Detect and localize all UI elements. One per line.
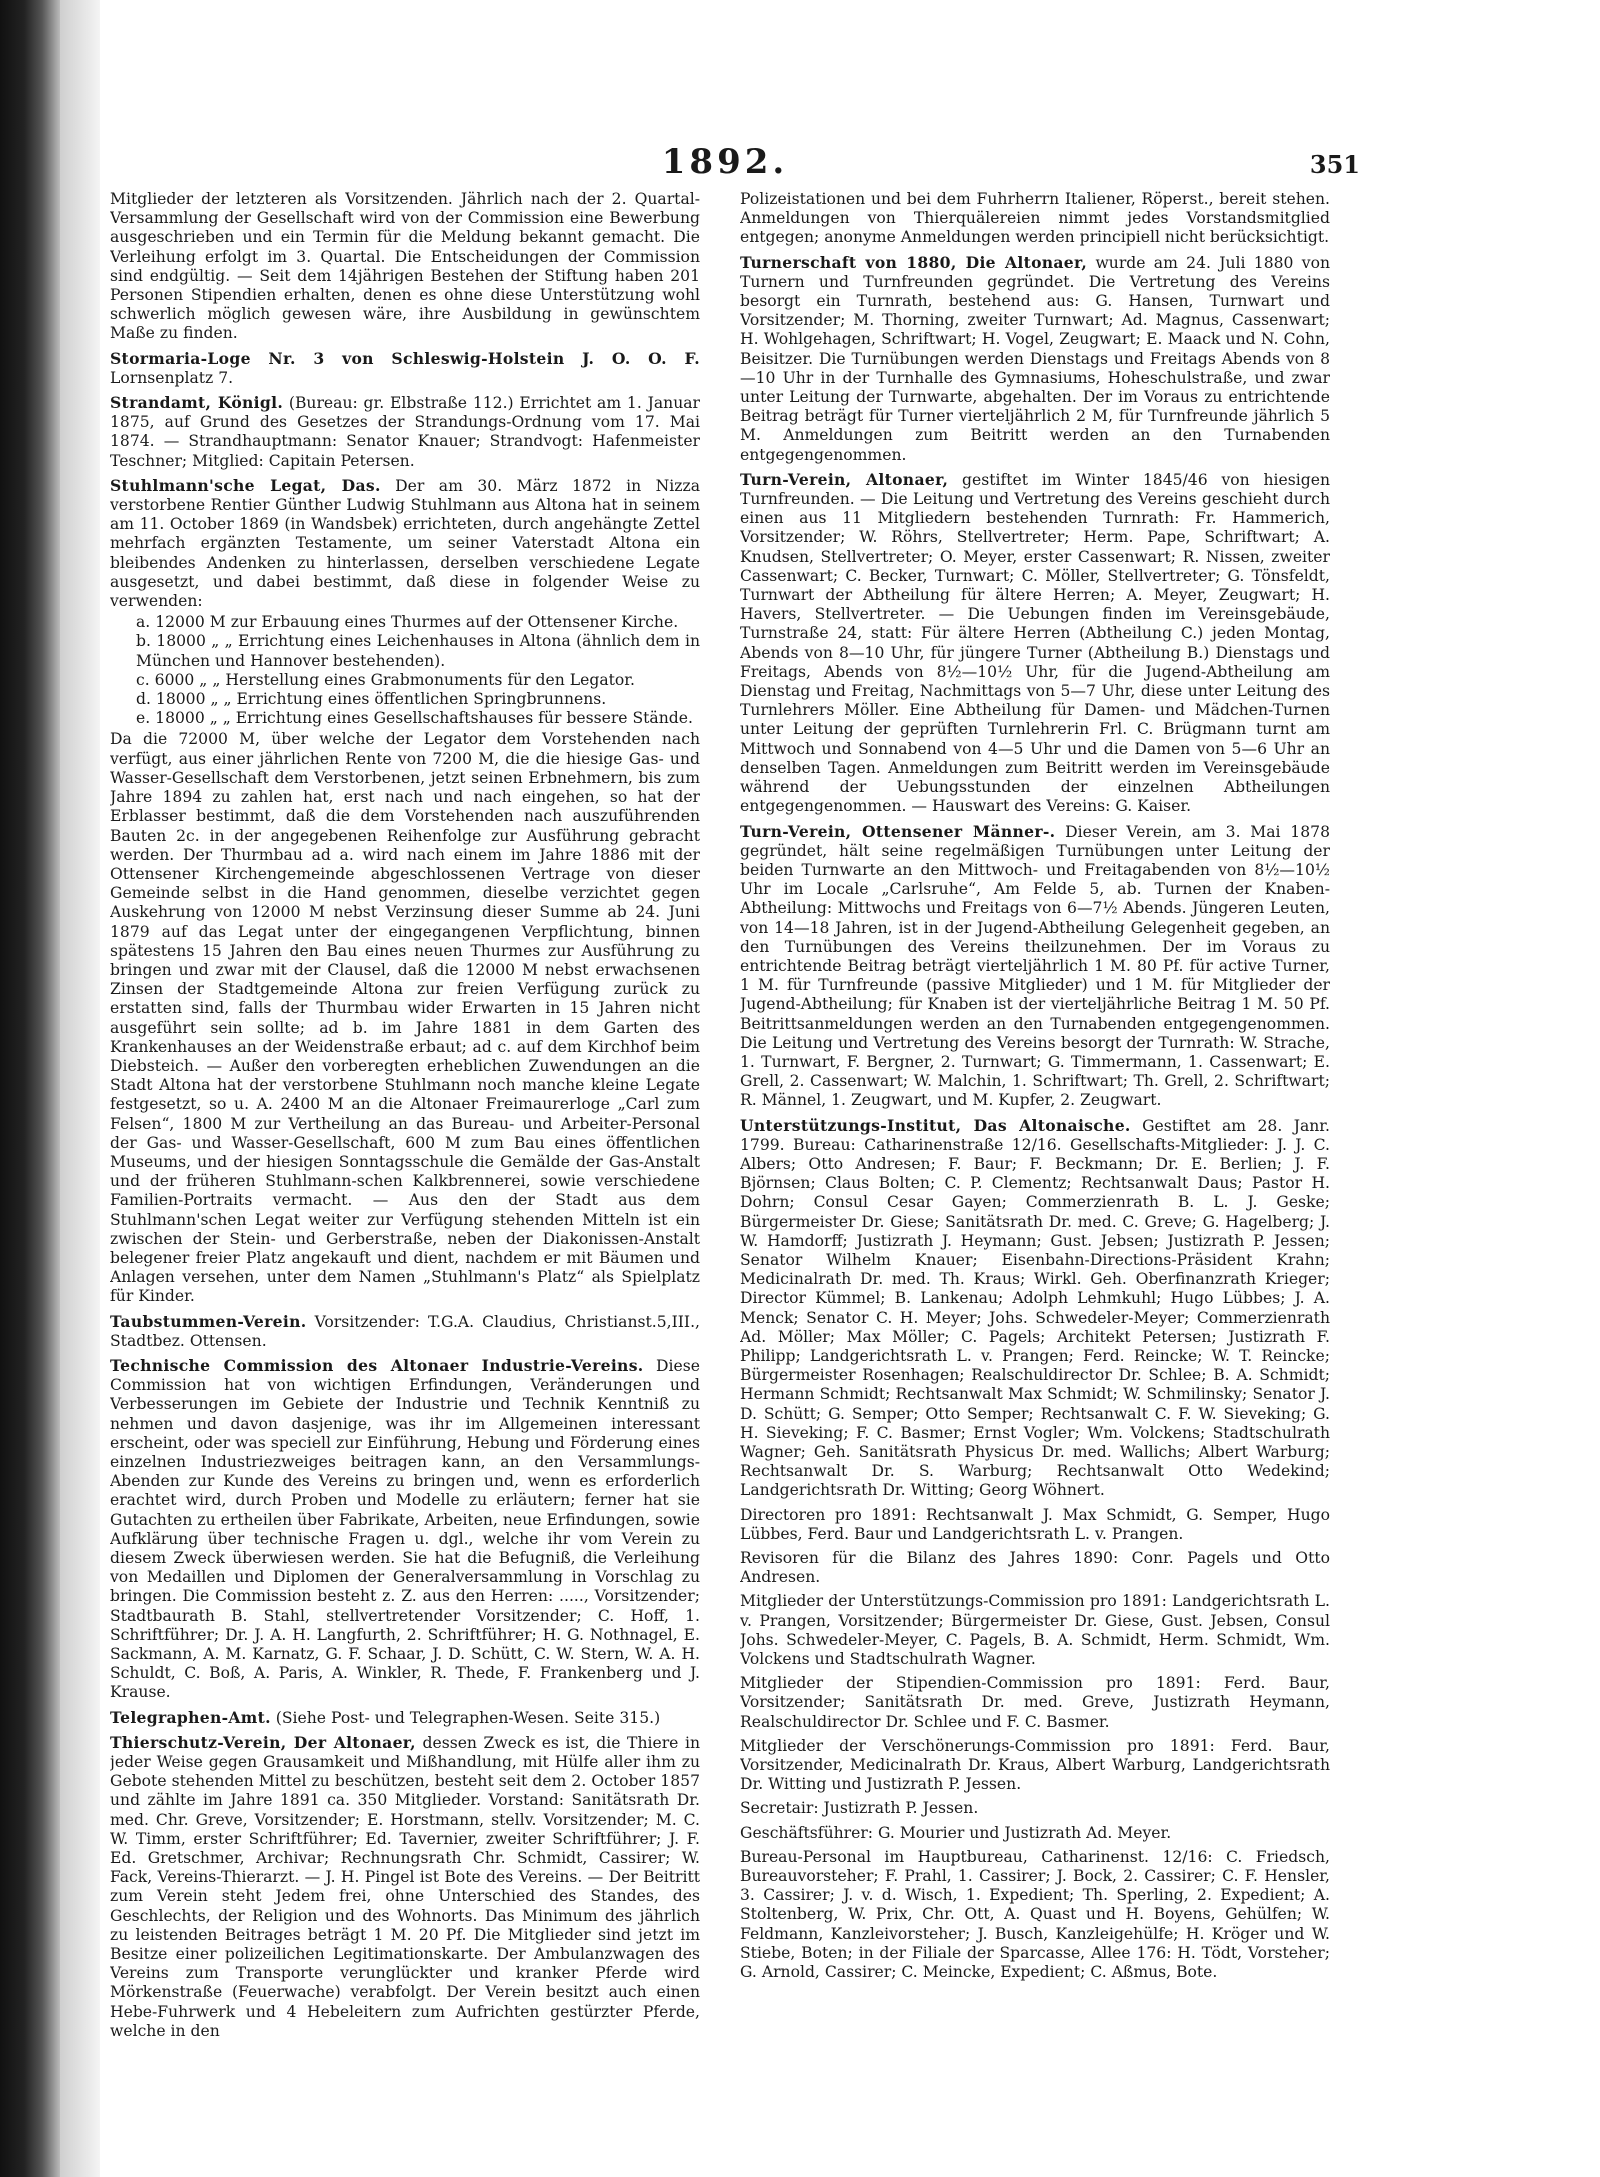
entry-heading: Turn-Verein, Altonaer, bbox=[740, 469, 949, 489]
entry-heading: Unterstützungs-Institut, Das Altonaische. bbox=[740, 1115, 1131, 1135]
entry-text: Mitglieder der Unterstützungs-Commission pro 1891: Landgerichtsrath L. v. Prangen, Vorsitzender; Bürgermeister Dr. Giese, Gust. Jebsen, Consul Johs. Schwedeler-Meyer, C. Pagels, B. A. Schmidt, Herm. Schmidt, Wm. Volckens und Stadtschulrath Wagner. bbox=[740, 1592, 1330, 1669]
entry-text: Revisoren für die Bilanz des Jahres 1890: Conr. Pagels und Otto Andresen. bbox=[740, 1549, 1330, 1587]
entry-text: wurde am 24. Juli 1880 von Turnern und Turnfreunden gegründet. Die Vertretung des Vereins besorgt ein Turnrath, bestehend aus: G. Hansen, Turnwart und Vorsitzender; M. Thorning, zweiter Turnwart; Ad. Magnus, Cassenwart; H. Wohlgehagen, Schriftwart; H. Vogel, Zeugwart; E. Maack und N. Cohn, Beisitzer. Die Turnübungen werden Dienstags und Freitags Abends von 8—10 Uhr in der Turnhalle des Gymnasiums, Hoheschulstraße, und zwar unter Leitung der Turnwarte, abgehalten. Der im Voraus zu entrichtende Beitrag beträgt für Turner vierteljährlich 2 M, für Turnfreunde jährlich 5 M. Anmeldungen zum Beitritt werden an den Turnabenden entgegengenommen. bbox=[740, 253, 1330, 464]
legate-item: b. 18000 „ „ Errichtung eines Leichenhauses in Altona (ähnlich dem in München und Hannover bestehenden). bbox=[136, 632, 700, 670]
entry-heading: Telegraphen-Amt. bbox=[110, 1707, 271, 1727]
entry-text: (Bureau: gr. Elbstraße 112.) Errichtet am 1. Januar 1875, auf Grund des Gesetzes der Strandungs-Ordnung vom 17. Mai 1874. — Strandhauptmann: Senator Knauer; Strandvogt: Hafenmeister Teschner; Mitglied: Capitain Petersen. bbox=[110, 394, 700, 470]
text-entry bbox=[740, 1506, 1330, 1544]
entry-text: Der am 30. März 1872 in Nizza verstorbene Rentier Günther Ludwig Stuhlmann aus Altona hat in seinem am 11. October 1869 (in Wandsbek) errichteten, durch angehängte Zettel mehrfach ergänzten Testamente, um seiner Vaterstadt Altona ein bleibendes Andenken zu hinterlassen, derselben verschiedene Legate ausgesetzt, und dabei bestimmt, daß diese in folgender Weise zu verwenden: bbox=[110, 476, 700, 611]
text-entry bbox=[740, 1737, 1330, 1795]
text-entry bbox=[740, 1674, 1330, 1732]
page-header bbox=[110, 142, 1360, 190]
legate-item: d. 18000 „ „ Errichtung eines öffentlichen Springbrunnens. bbox=[136, 690, 607, 709]
text-entry bbox=[110, 1312, 700, 1351]
entry-heading: Turn-Verein, Ottensener Männer-. bbox=[740, 821, 1056, 841]
entry-heading: Thierschutz-Verein, Der Altonaer, bbox=[110, 1732, 416, 1752]
entry-text: Geschäftsführer: G. Mourier und Justizrath Ad. Meyer. bbox=[740, 1823, 1172, 1842]
book-binding-shadow bbox=[0, 0, 60, 2177]
text-entry bbox=[740, 470, 1330, 817]
book-page bbox=[110, 142, 1360, 2110]
text-entry bbox=[740, 190, 1330, 248]
entry-text: Da die 72000 M, über welche der Legator dem Vorstehenden nach verfügt, aus einer jährlichen Rente von 7200 M, die die hiesige Gas- und Wasser-Gesellschaft dem Verstorbenen, jetzt seinen Erbnehmern, bis zum Jahre 1894 zu zahlen hat, erst nach und nach eingehen, so hat der Erblasser bestimmt, daß die dem Vorstehenden nach auszuführenden Bauten 2c. in der angegebenen Reihenfolge zur Ausführung gebracht werden. Der Thurmbau ad a. wird nach einem im Jahre 1886 mit der Ottensener Kirchengemeinde abgeschlossenen Vertrage von dieser Gemeinde selbst in die Hand genommen, dieselbe verzichtet gegen Auskehrung von 12000 M nebst Verzinsung dieser Summe ab 24. Juni 1879 auf das Legat unter der eingegangenen Verpflichtung, binnen spätestens 15 Jahren den Bau eines neuen Thurmes zur Ausführung zu bringen und zwar mit der Clausel, daß die 12000 M nebst erwachsenen Zinsen der Stadtgemeinde Altona zur freien Verfügung zurück zu erstatten sind, falls der Thurmbau wider Erwarten in 15 Jahren nicht ausgeführt sein sollte; ad b. im Jahre 1881 in dem Garten des Krankenhauses an der Weidenstraße erbaut; ad c. auf dem Kirchhof beim Diebsteich. — Außer den vorberegten erheblichen Zuwendungen an die Stadt Altona hat der verstorbene Stuhlmann noch manche kleine Legate festgesetzt, so u. A. 2400 M an die Altonaer Freimaurerloge „Carl zum Felsen“, 1800 M zur Vertheilung an das Bureau- und Arbeiter-Personal der Gas- und Wasser-Gesellschaft, 600 M zum Bau eines öffentlichen Museums, und der hiesigen Sonntagsschule die Gemälde der Gas-Anstalt und der früheren Stuhlmann-schen Kalkbrennerei, sowie verschiedene Familien-Portraits vermacht. — Aus den der Stadt aus dem Stuhlmann'schen Legat weiter zur Verfügung stehenden Mitteln ist ein zwischen der Stein- und Gerberstraße, neben der Diakonissen-Anstalt belegener freier Platz angekauft und dient, nachdem er mit Bäumen und Anlagen versehen, unter dem Namen „Stuhlmann's Platz“ als Spielplatz für Kinder. bbox=[110, 730, 700, 1306]
entry-heading: Stormaria-Loge Nr. 3 von Schleswig-Holstein J. O. O. F. bbox=[110, 348, 700, 368]
text-entry bbox=[110, 393, 700, 471]
text-entry bbox=[740, 1848, 1330, 1982]
left-column bbox=[110, 190, 700, 2120]
text-entry bbox=[110, 476, 700, 611]
text-entry bbox=[740, 1799, 1330, 1818]
text-entry bbox=[110, 1356, 700, 1703]
page-year-heading: 1892. bbox=[661, 142, 789, 182]
entry-heading: Technische Commission des Altonaer Industrie-Vereins. bbox=[110, 1355, 644, 1375]
entry-text: Bureau-Personal im Hauptbureau, Catharinenst. 12/16: C. Friedsch, Bureauvorsteher; F. Prahl, 1. Cassirer; J. Bock, 2. Cassirer; C. F. Hensler, 3. Cassirer; J. v. d. Wisch, 1. Expedient; Th. Sperling, 2. Expedient; A. Stoltenberg, W. Prix, Chr. Ott, A. Quast und H. Boyens, Gehülfen; W. Feldmann, Kanzleivorsteher; J. Busch, Kanzleigehülfe; H. Kröger und W. Stiebe, Boten; in der Filiale der Sparcasse, Allee 176: H. Tödt, Vorsteher; G. Arnold, Cassirer; C. Meincke, Expedient; C. Aßmus, Bote. bbox=[740, 1847, 1330, 1982]
text-entry bbox=[110, 1733, 700, 2041]
text-entry bbox=[740, 822, 1330, 1111]
text-entry bbox=[740, 1592, 1330, 1669]
entry-text: Mitglieder der Verschönerungs-Commission pro 1891: Ferd. Baur, Vorsitzender, Medicinalrath Dr. Kraus, Albert Warburg, Landgerichtsrath Dr. Witting und Justizrath P. Jessen. bbox=[740, 1736, 1330, 1794]
entry-heading: Stuhlmann'sche Legat, Das. bbox=[110, 475, 381, 495]
entry-text: dessen Zweck es ist, die Thiere in jeder Weise gegen Grausamkeit und Mißhandlung, mit Hülfe aller ihm zu Gebote stehenden Mittel zu beschützen, besteht seit dem 2. October 1857 und zählte im Jahre 1891 ca. 350 Mitglieder. Vorstand: Sanitätsrath Dr. med. Chr. Greve, Vorsitzender; E. Horstmann, stellv. Vorsitzender; M. C. W. Timm, erster Schriftführer; Ed. Tavernier, zweiter Schriftführer; J. F. Ed. Gretschmer, Archivar; Rechnungsrath Chr. Schmidt, Cassirer; W. Fack, Vereins-Thierarzt. — J. H. Pingel ist Bote des Vereins. — Der Beitritt zum Verein steht Jedem frei, ohne Unterschied des Standes, des Geschlechts, der Religion und des Wohnorts. Das Minimum des jährlich zu leistenden Beitrages beträgt 1 M. 20 Pf. Die Mitglieder sind jetzt im Besitze einer polizeilichen Legitimationskarte. Der Ambulanzwagen des Vereins zum Transporte verunglückter und kranker Pferde wird Mörkenstraße (Feuerwache) verabfolgt. Der Verein besitzt auch einen Hebe-Fuhrwerk und 4 Hebeleitern zum Aufrichten gestürzter Pferde, welche in den bbox=[110, 1733, 700, 2040]
legate-item: c. 6000 „ „ Herstellung eines Grabmonuments für den Legator. bbox=[136, 670, 635, 689]
text-entry bbox=[110, 190, 700, 344]
page-number: 351 bbox=[1309, 150, 1360, 179]
entry-text: Mitglieder der Stipendien-Commission pro 1891: Ferd. Baur, Vorsitzender; Sanitätsrath Dr. med. Greve, Justizrath Heymann, Realschuldirector Dr. Schlee und F. C. Basmer. bbox=[740, 1674, 1330, 1731]
entry-text: Dieser Verein, am 3. Mai 1878 gegründet, hält seine regelmäßigen Turnübungen unter Leitung der beiden Turnwarte an den Mittwoch- und Freitagabenden von 8½—10½ Uhr im Locale „Carlsruhe“, Am Felde 5, ab. Turnen der Knaben-Abtheilung: Mittwochs und Freitags von 6—7½ Abends. Jüngeren Leuten, von 14—18 Jahren, ist in der Jugend-Abtheilung Gelegenheit gegeben, an den Turnübungen des Vereins theilzunehmen. Der im Voraus zu entrichtende Beitrag beträgt vierteljährlich 1 M. 80 Pf. für active Turner, 1 M. für Turnfreunde (passive Mitglieder) und 1 M. für Mitglieder der Jugend-Abtheilung; für Knaben ist der vierteljährliche Beitrag 1 M. 50 Pf. Beitrittsanmeldungen werden an den Turnabenden entgegengenommen. Die Leitung und Vertretung des Vereins besorgt der Turnrath: W. Strache, 1. Turnwart, F. Bergner, 2. Turnwart; G. Timmermann, 1. Cassenwart; E. Grell, 2. Cassenwart; W. Malchin, 1. Schriftwart; Th. Grell, 2. Schriftwart; R. Männel, 1. Zeugwart, und M. Kupfer, 2. Zeugwart. bbox=[740, 822, 1330, 1110]
text-entry bbox=[740, 253, 1330, 465]
entry-heading: Turnerschaft von 1880, Die Altonaer, bbox=[740, 252, 1088, 272]
entry-text: Lornsenplatz 7. bbox=[110, 368, 234, 387]
entry-text: Gestiftet am 28. Janr. 1799. Bureau: Catharinenstraße 12/16. Gesellschafts-Mitglieder: J. J. C. Albers; Otto Andresen; F. Baur; F. Beckmann; Dr. E. Berlien; J. F. Björnsen; Claus Bolten; C. P. Clementz; Rechtsanwalt Daus; Pastor H. Dohrn; Consul Cesar Gayen; Commerzienrath B. L. J. Geske; Bürgermeister Dr. Giese; Sanitätsrath Dr. med. C. Greve; G. Hagelberg; J. W. Hamdorff; Justizrath J. Heymann; Gust. Jebsen; Justizrath P. Jessen; Senator Wilhelm Knauer; Eisenbahn-Directions-Präsident Krahn; Medicinalrath Dr. med. Th. Kraus; Wirkl. Geh. Oberfinanzrath Krieger; Director Kümmel; B. Lankenau; Adolph Lehmkuhl; Hugo Lübbes; J. A. Menck; Senator C. H. Meyer; Johs. Schwedeler-Meyer; Commerzienrath Ad. Möller; Max Möller; C. Pagels; Architekt Petersen; Justizrath F. Philipp; Landgerichtsrath L. v. Prangen; Ferd. Reincke; W. T. Reincke; Bürgermeister Rosenhagen; Realschuldirector Dr. Schlee; B. A. Schmidt; Hermann Schmidt; Rechtsanwalt Max Schmidt; W. Schmilinsky; Senator J. D. Schütt; G. Semper; Otto Semper; Rechtsanwalt C. F. W. Sieveking; G. H. Sieveking; F. C. Basmer; Ernst Vogler; Wm. Volckens; Stadtschulrath Wagner; Geh. Sanitätsrath Physicus Dr. med. Wallichs; Albert Warburg; Rechtsanwalt Dr. S. Warburg; Rechtsanwalt Otto Wedekind; Landgerichtsrath Dr. Witting; Georg Wöhnert. bbox=[740, 1116, 1330, 1500]
entry-heading: Taubstummen-Verein. bbox=[110, 1311, 307, 1331]
legate-list bbox=[136, 613, 700, 728]
entry-text: Diese Commission hat von wichtigen Erfindungen, Veränderungen und Verbesserungen im Gebiete der Industrie und Technik Kenntniß zu nehmen und davon dasjenige, was ihr im Allgemeinen interessant erscheint, oder was speciell zur Einführung, Hebung und Förderung eines einzelnen Industriezweiges beitragen kann, an den Versammlungs-Abenden zur Kunde des Vereins zu bringen und, wenn es erforderlich erachtet wird, durch Proben und Modelle zu erläutern; ferner hat sie Gutachten zu ertheilen über Fabrikate, Arbeiten, neue Erfindungen, sowie Aufklärung über technische Fragen u. dgl., welche ihr vom Verein zu diesem Zweck überwiesen werden. Sie hat die Befugniß, die Verleihung von Medaillen und Diplomen der Generalversammlung in Vorschlag zu bringen. Die Commission besteht z. Z. aus den Herren: ....., Vorsitzender; Stadtbaurath B. Stahl, stellvertretender Vorsitzender; C. Hoff, 1. Schriftführer; Dr. J. A. H. Langfurth, 2. Schriftführer; H. G. Nothnagel, E. Sackmann, A. M. Karnatz, G. F. Schaar, J. D. Schütt, C. W. Stern, W. A. H. Schuldt, C. Boß, A. Paris, A. Winkler, R. Thede, F. Frankenberg und J. Krause. bbox=[110, 1356, 700, 1702]
right-column bbox=[740, 190, 1330, 2120]
text-entry bbox=[110, 1708, 700, 1728]
entry-text: Secretair: Justizrath P. Jessen. bbox=[740, 1799, 979, 1818]
entry-text: Directoren pro 1891: Rechtsanwalt J. Max Schmidt, G. Semper, Hugo Lübbes, Ferd. Baur und Landgerichtsrath L. v. Prangen. bbox=[740, 1505, 1330, 1543]
entry-heading: Strandamt, Königl. bbox=[110, 393, 284, 413]
text-entry bbox=[740, 1824, 1330, 1843]
text-entry bbox=[740, 1549, 1330, 1587]
entry-text: Mitglieder der letzteren als Vorsitzenden. Jährlich nach der 2. Quartal-Versammlung der Gesellschaft wird von der Commission eine Bewerbung ausgeschrieben und ein Termin für die Meldung bekannt gemacht. Die Verleihung erfolgt im 3. Quartal. Die Entscheidungen der Commission sind endgültig. — Seit dem 14jährigen Bestehen der Stiftung haben 201 Personen Stipendien erhalten, denen es ohne diese Unterstützung wohl schwerlich möglich gewesen wäre, ihre Ausbildung in gewünschtem Maße zu finden. bbox=[110, 190, 700, 343]
legate-item: e. 18000 „ „ Errichtung eines Gesellschaftshauses für bessere Stände. bbox=[136, 709, 693, 728]
entry-text: (Siehe Post- und Telegraphen-Wesen. Seite 315.) bbox=[275, 1708, 661, 1727]
entry-text: Polizeistationen und bei dem Fuhrherrn Italiener, Röperst., bereit stehen. Anmeldungen von Thierquälereien nimmt jedes Vorstandsmitglied entgegen; anonyme Anmeldungen werden principiell nicht berücksichtigt. bbox=[740, 190, 1330, 247]
page-gutter bbox=[60, 0, 100, 2177]
text-entry bbox=[110, 349, 700, 388]
text-entry bbox=[110, 730, 700, 1306]
entry-text: Vorsitzender: T.G.A. Claudius, Christianst.5,III., Stadtbez. Ottensen. bbox=[110, 1312, 700, 1350]
text-entry bbox=[740, 1116, 1330, 1501]
entry-text: gestiftet im Winter 1845/46 von hiesigen Turnfreunden. — Die Leitung und Vertretung des Vereins geschieht durch einen aus 11 Mitgliedern bestehenden Turnrath: Fr. Hammerich, Vorsitzender; W. Röhrs, Stellvertreter; Herm. Pape, Schriftwart; A. Knudsen, Stellvertreter; O. Meyer, erster Cassenwart; R. Nissen, zweiter Cassenwart; C. Becker, Turnwart; C. Möller, Stellvertreter; G. Tönsfeldt, Turnwart der Abtheilung für ältere Herren; A. Meyer, Zeugwart; H. Havers, Stellvertreter. — Die Uebungen finden im Vereinsgebäude, Turnstraße 24, statt: Für ältere Herren (Abtheilung C.) jeden Montag, Abends von 8—10 Uhr, für jüngere Turner (Abtheilung B.) Dienstags und Freitags, Abends von 8½—10½ Uhr, für die Jugend-Abtheilung am Dienstag und Freitag, Nachmittags von 5—7 Uhr, diese unter Leitung des Turnlehrers Möller. Eine Abtheilung für Damen- und Mädchen-Turnen unter Leitung der geprüften Turnlehrerin Frl. C. Brügmann turnt am Mittwoch und Sonnabend von 4—5 Uhr und die Damen von 5—6 Uhr an denselben Tagen. Anmeldungen zum Beitritt werden im Vereinsgebäude während der Uebungsstunden der einzelnen Abtheilungen entgegengenommen. — Hauswart des Vereins: G. Kaiser. bbox=[740, 470, 1330, 816]
legate-item: a. 12000 M zur Erbauung eines Thurmes auf der Ottensener Kirche. bbox=[136, 613, 679, 632]
